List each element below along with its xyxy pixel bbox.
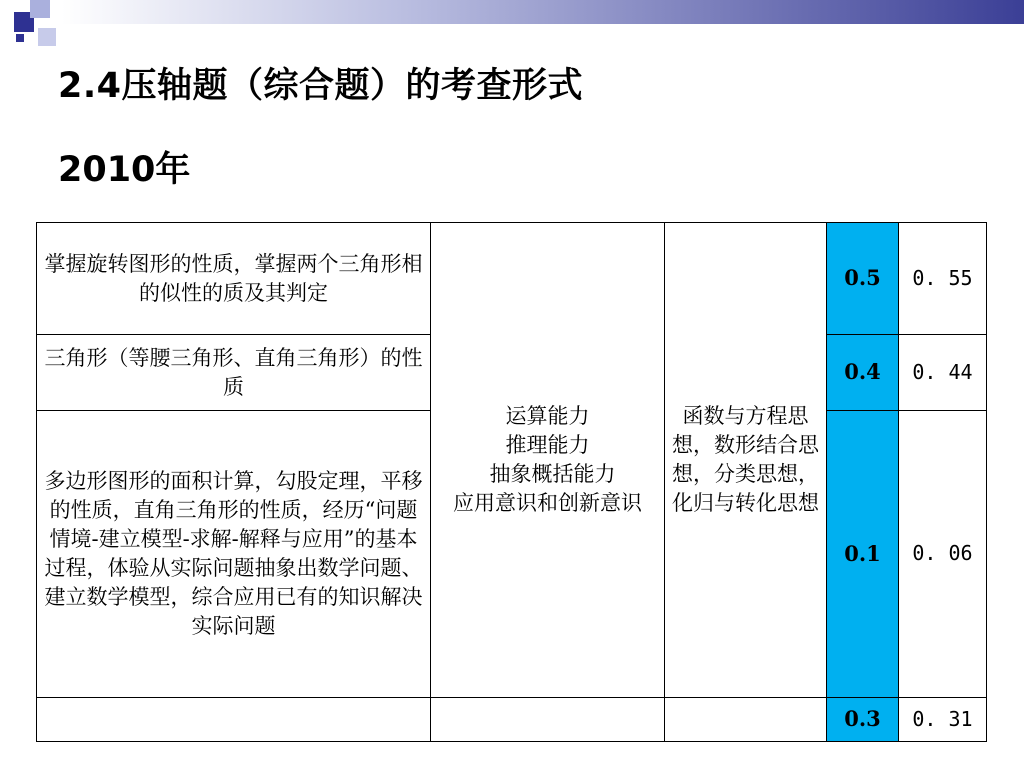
- abilities-cell: [431, 223, 665, 698]
- content-cell: 多边形图形的面积计算，勾股定理，平移的性质，直角三角形的性质，经历“问题情境-建立模型-求解-解释与应用”的基本过程，体验从实际问题抽象出数学问题、建立数学模型，综合应用已有的知识解决实际问题: [37, 411, 431, 698]
- deco-square-light: [30, 0, 50, 18]
- difficulty-cell: 0. 31: [899, 697, 987, 741]
- content-cell: 掌握旋转图形的性质，掌握两个三角形相的似性的质及其判定: [37, 223, 431, 335]
- difficulty-cell: 0. 44: [899, 335, 987, 411]
- table-row: [37, 697, 987, 741]
- ability-item: 运算能力: [505, 404, 590, 428]
- header-bar: [0, 0, 1024, 24]
- page-title: 2.4压轴题（综合题）的考查形式: [58, 66, 584, 106]
- year-heading: 2010年: [58, 150, 191, 190]
- deco-square-light-2: [38, 28, 56, 46]
- difficulty-cell: 0. 55: [899, 223, 987, 335]
- content-cell: 三角形（等腰三角形、直角三角形）的性质: [37, 335, 431, 411]
- empty-cell: [431, 697, 665, 741]
- ability-item: 应用意识和创新意识: [453, 490, 642, 515]
- thinking-cell: 函数与方程思想，数形结合思想，分类思想，化归与转化思想: [665, 223, 827, 698]
- ability-item: 抽象概括能力: [489, 461, 616, 486]
- score-cell: 0.4: [827, 335, 899, 411]
- score-cell: 0.3: [827, 697, 899, 741]
- score-cell: 0.1: [827, 411, 899, 698]
- content-cell: [37, 697, 431, 741]
- table-row: [37, 223, 987, 335]
- difficulty-cell: 0. 06: [899, 411, 987, 698]
- score-cell: 0.5: [827, 223, 899, 335]
- empty-cell: [665, 697, 827, 741]
- exam-table: [36, 222, 987, 742]
- deco-square-navy-2: [16, 34, 24, 42]
- ability-item: 推理能力: [505, 432, 590, 457]
